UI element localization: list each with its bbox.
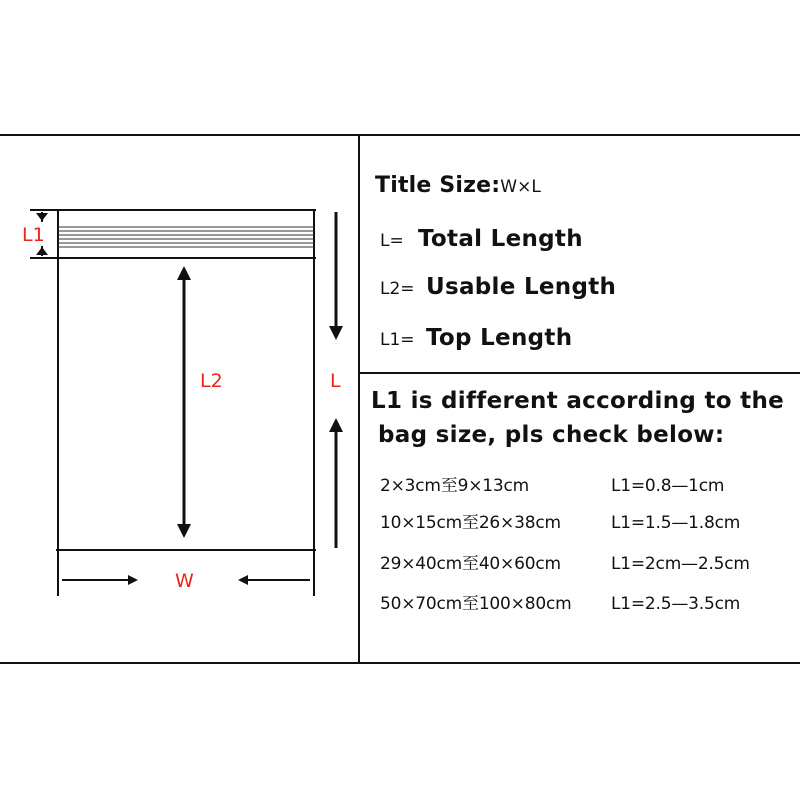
title-size (375, 175, 541, 197)
definition-usable-length (380, 276, 616, 299)
note-line-2: bag size, pls check below: (378, 422, 725, 448)
definition-text: Total Length (418, 226, 583, 252)
title-size-formula: W×L (500, 177, 541, 197)
size-l1: L1=2cm—2.5cm (611, 554, 750, 574)
l-label: L (330, 370, 341, 392)
bag-outline (56, 210, 316, 596)
size-l1: L1=1.5—1.8cm (611, 513, 741, 533)
l2-label: L2 (200, 370, 223, 392)
definition-text: Top Length (426, 325, 573, 351)
definition-symbol: L1= (380, 330, 415, 350)
size-l1: L1=0.8—1cm (611, 476, 725, 496)
size-range: 29×40cm至40×60cm (380, 554, 561, 574)
l1-label: L1 (22, 224, 45, 246)
w-label: W (175, 570, 194, 592)
note-line-1: L1 is different according to the (371, 388, 785, 414)
l2-arrow (177, 266, 191, 538)
definition-text: Usable Length (426, 274, 617, 300)
size-range: 10×15cm至26×38cm (380, 513, 561, 533)
definition-top-length (380, 327, 572, 350)
title-size-prefix: Title Size: (375, 173, 501, 198)
definition-total-length (380, 228, 583, 251)
definition-symbol: L2= (380, 279, 415, 299)
definition-symbol: L= (380, 231, 404, 251)
zipper-lines (58, 227, 314, 247)
size-l1: L1=2.5—3.5cm (611, 594, 741, 614)
size-range: 50×70cm至100×80cm (380, 594, 572, 614)
size-range: 2×3cm至9×13cm (380, 476, 529, 496)
